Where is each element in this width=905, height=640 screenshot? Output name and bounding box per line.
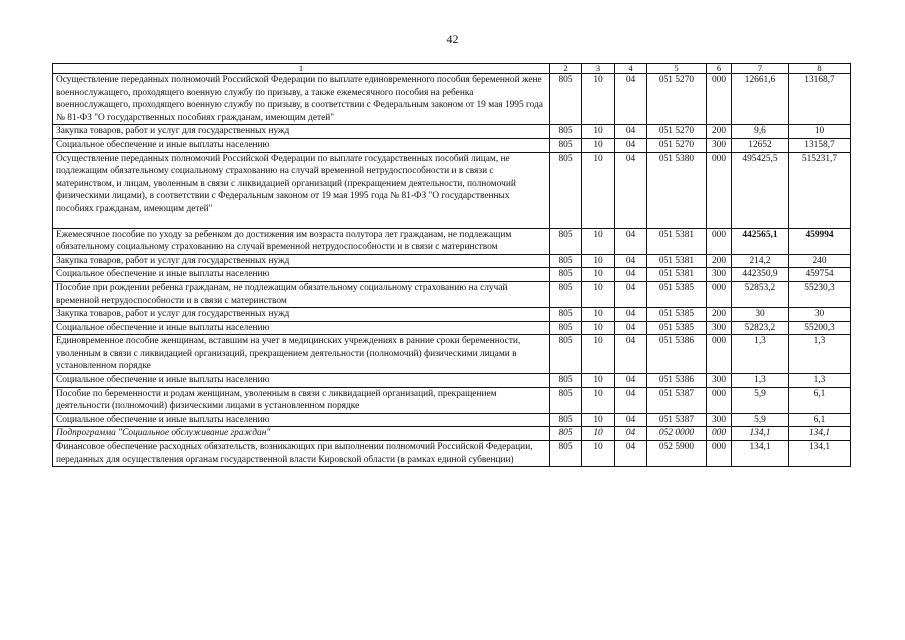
target-article-cell: 051 5386 <box>647 374 707 388</box>
amount-year-1-cell: 134,1 <box>732 441 789 467</box>
publisher-code-cell: 805 <box>550 74 582 125</box>
subsection-cell: 04 <box>615 427 647 441</box>
column-header: 3 <box>582 64 615 74</box>
expense-type-cell: 000 <box>707 441 732 467</box>
publisher-code-cell: 805 <box>550 335 582 374</box>
target-article-cell: 051 5270 <box>647 138 707 152</box>
item-name-cell: Финансовое обеспечение расходных обязательств, возникающих при выполнении полномочий Российской Федерации, переданных для осуществления органам государственной власти Кировской области (в рамках единой субвенции) <box>53 441 550 467</box>
target-article-cell: 051 5381 <box>647 228 707 254</box>
subsection-cell: 04 <box>615 308 647 322</box>
section-cell: 10 <box>582 125 615 139</box>
item-name-cell: Социальное обеспечение и иные выплаты населению <box>53 321 550 335</box>
amount-year-2-cell: 55230,3 <box>789 281 851 307</box>
table-row <box>53 335 851 374</box>
amount-year-2-cell: 1,3 <box>789 374 851 388</box>
subsection-cell: 04 <box>615 321 647 335</box>
amount-year-1-cell: 52853,2 <box>732 281 789 307</box>
amount-year-1-cell: 12661,6 <box>732 74 789 125</box>
section-cell: 10 <box>582 374 615 388</box>
amount-year-1-cell: 12652 <box>732 138 789 152</box>
section-cell: 10 <box>582 321 615 335</box>
item-name-cell: Социальное обеспечение и иные выплаты населению <box>53 268 550 282</box>
target-article-cell: 051 5385 <box>647 308 707 322</box>
column-header: 4 <box>615 64 647 74</box>
amount-year-1-cell: 214,2 <box>732 254 789 268</box>
publisher-code-cell: 805 <box>550 125 582 139</box>
subsection-cell: 04 <box>615 74 647 125</box>
expense-type-cell: 300 <box>707 138 732 152</box>
column-header: 2 <box>550 64 582 74</box>
item-name-cell: Подпрограмма "Социальное обслуживание граждан" <box>53 427 550 441</box>
item-name-cell: Социальное обеспечение и иные выплаты населению <box>53 413 550 427</box>
item-name-cell: Пособие при рождении ребенка гражданам, не подлежащим обязательному социальному страхованию на случай временной нетрудоспособности и в связи с материнством <box>53 281 550 307</box>
table-row <box>53 308 851 322</box>
expense-type-cell: 200 <box>707 254 732 268</box>
subsection-cell: 04 <box>615 152 647 228</box>
expense-type-cell: 300 <box>707 413 732 427</box>
amount-year-1-cell: 5,9 <box>732 387 789 413</box>
target-article-cell: 052 5900 <box>647 441 707 467</box>
amount-year-1-cell: 9,6 <box>732 125 789 139</box>
expense-type-cell: 000 <box>707 335 732 374</box>
publisher-code-cell: 805 <box>550 441 582 467</box>
expense-type-cell: 000 <box>707 427 732 441</box>
table-row <box>53 74 851 125</box>
subsection-cell: 04 <box>615 138 647 152</box>
target-article-cell: 051 5380 <box>647 152 707 228</box>
section-cell: 10 <box>582 413 615 427</box>
expense-type-cell: 000 <box>707 387 732 413</box>
table-row <box>53 374 851 388</box>
section-cell: 10 <box>582 281 615 307</box>
table-row <box>53 281 851 307</box>
subsection-cell: 04 <box>615 125 647 139</box>
item-name-cell: Пособие по беременности и родам женщинам, уволенным в связи с ликвидацией организаций, прекращением деятельности (полномочий) физическими лицами в установленном порядке <box>53 387 550 413</box>
table-row <box>53 427 851 441</box>
item-name-cell: Закупка товаров, работ и услуг для государственных нужд <box>53 125 550 139</box>
item-name-cell: Единовременное пособие женщинам, вставшим на учет в медицинских учреждениях в ранние сроки беременности, уволенным в связи с ликвидацией организаций, прекращением деятельности (полномочий) физическими лицами в установленном порядке <box>53 335 550 374</box>
section-cell: 10 <box>582 74 615 125</box>
target-article-cell: 051 5385 <box>647 321 707 335</box>
expense-type-cell: 200 <box>707 125 732 139</box>
subsection-cell: 04 <box>615 387 647 413</box>
subsection-cell: 04 <box>615 441 647 467</box>
target-article-cell: 051 5270 <box>647 74 707 125</box>
table-row <box>53 321 851 335</box>
publisher-code-cell: 805 <box>550 268 582 282</box>
expense-type-cell: 300 <box>707 374 732 388</box>
amount-year-1-cell: 52823,2 <box>732 321 789 335</box>
table-row <box>53 387 851 413</box>
publisher-code-cell: 805 <box>550 281 582 307</box>
amount-year-2-cell: 134,1 <box>789 427 851 441</box>
target-article-cell: 051 5386 <box>647 335 707 374</box>
item-name-cell: Ежемесячное пособие по уходу за ребенком до достижения им возраста полутора лет гражданам, не подлежащим обязательному социальному страхованию на случай временной нетрудоспособности и в связи с материнством <box>53 228 550 254</box>
item-name-cell: Социальное обеспечение и иные выплаты населению <box>53 138 550 152</box>
section-cell: 10 <box>582 254 615 268</box>
amount-year-2-cell: 6,1 <box>789 387 851 413</box>
column-header: 7 <box>732 64 789 74</box>
budget-table <box>52 63 851 467</box>
target-article-cell: 051 5385 <box>647 281 707 307</box>
amount-year-2-cell: 515231,7 <box>789 152 851 228</box>
amount-year-1-cell: 5,9 <box>732 413 789 427</box>
amount-year-2-cell: 459754 <box>789 268 851 282</box>
section-cell: 10 <box>582 228 615 254</box>
item-name-cell: Социальное обеспечение и иные выплаты населению <box>53 374 550 388</box>
publisher-code-cell: 805 <box>550 387 582 413</box>
amount-year-2-cell: 10 <box>789 125 851 139</box>
publisher-code-cell: 805 <box>550 138 582 152</box>
item-name-cell: Закупка товаров, работ и услуг для государственных нужд <box>53 308 550 322</box>
table-row <box>53 152 851 228</box>
subsection-cell: 04 <box>615 228 647 254</box>
amount-year-1-cell: 1,3 <box>732 335 789 374</box>
amount-year-2-cell: 13168,7 <box>789 74 851 125</box>
amount-year-1-cell: 1,3 <box>732 374 789 388</box>
subsection-cell: 04 <box>615 413 647 427</box>
column-header: 6 <box>707 64 732 74</box>
column-header: 5 <box>647 64 707 74</box>
target-article-cell: 051 5387 <box>647 387 707 413</box>
subsection-cell: 04 <box>615 254 647 268</box>
amount-year-2-cell: 1,3 <box>789 335 851 374</box>
expense-type-cell: 200 <box>707 308 732 322</box>
target-article-cell: 052 0000 <box>647 427 707 441</box>
section-cell: 10 <box>582 138 615 152</box>
section-cell: 10 <box>582 427 615 441</box>
section-cell: 10 <box>582 268 615 282</box>
section-cell: 10 <box>582 152 615 228</box>
target-article-cell: 051 5381 <box>647 254 707 268</box>
subsection-cell: 04 <box>615 374 647 388</box>
item-name-cell: Закупка товаров, работ и услуг для государственных нужд <box>53 254 550 268</box>
table-row <box>53 125 851 139</box>
amount-year-2-cell: 459994 <box>789 228 851 254</box>
section-cell: 10 <box>582 441 615 467</box>
table-row <box>53 413 851 427</box>
amount-year-1-cell: 442350,9 <box>732 268 789 282</box>
amount-year-2-cell: 55200,3 <box>789 321 851 335</box>
item-name-cell: Осуществление переданных полномочий Российской Федерации по выплате единовременного пособия беременной жене военнослужащего, проходящего военную службу по призыву, а также ежемесячного пособия на ребенка военнослужащего, проходящего военную службу по призыву, в соответствии с Федеральным законом от 19 мая 1995 года № 81-ФЗ "О государственных пособиях гражданам, имеющим детей" <box>53 74 550 125</box>
target-article-cell: 051 5387 <box>647 413 707 427</box>
publisher-code-cell: 805 <box>550 427 582 441</box>
subsection-cell: 04 <box>615 268 647 282</box>
publisher-code-cell: 805 <box>550 228 582 254</box>
column-header: 1 <box>53 64 550 74</box>
page-number: 42 <box>446 32 459 46</box>
amount-year-1-cell: 30 <box>732 308 789 322</box>
table-row <box>53 138 851 152</box>
table-header-row <box>53 64 851 74</box>
amount-year-1-cell: 134,1 <box>732 427 789 441</box>
expense-type-cell: 000 <box>707 281 732 307</box>
table-row <box>53 228 851 254</box>
table-row <box>53 254 851 268</box>
publisher-code-cell: 805 <box>550 152 582 228</box>
column-header: 8 <box>789 64 851 74</box>
expense-type-cell: 300 <box>707 268 732 282</box>
amount-year-2-cell: 240 <box>789 254 851 268</box>
target-article-cell: 051 5270 <box>647 125 707 139</box>
section-cell: 10 <box>582 335 615 374</box>
expense-type-cell: 300 <box>707 321 732 335</box>
section-cell: 10 <box>582 308 615 322</box>
amount-year-2-cell: 13158,7 <box>789 138 851 152</box>
publisher-code-cell: 805 <box>550 321 582 335</box>
section-cell: 10 <box>582 387 615 413</box>
publisher-code-cell: 805 <box>550 374 582 388</box>
amount-year-1-cell: 495425,5 <box>732 152 789 228</box>
publisher-code-cell: 805 <box>550 413 582 427</box>
amount-year-2-cell: 134,1 <box>789 441 851 467</box>
expense-type-cell: 000 <box>707 152 732 228</box>
amount-year-2-cell: 30 <box>789 308 851 322</box>
table-row <box>53 268 851 282</box>
expense-type-cell: 000 <box>707 228 732 254</box>
subsection-cell: 04 <box>615 281 647 307</box>
item-name-cell: Осуществление переданных полномочий Российской Федерации по выплате государственных пособий лицам, не подлежащим обязательному социальному страхованию на случай временной нетрудоспособности и в связи с материнством, и лицам, уволенным в связи с ликвидацией организаций (прекращением деятельности, полномочий физическими лицами), в соответствии с Федеральным законом от 19 мая 1995 года № 81-ФЗ "О государственных пособиях гражданам, имеющим детей" <box>53 152 550 228</box>
amount-year-2-cell: 6,1 <box>789 413 851 427</box>
table-row <box>53 441 851 467</box>
publisher-code-cell: 805 <box>550 254 582 268</box>
amount-year-1-cell: 442565,1 <box>732 228 789 254</box>
publisher-code-cell: 805 <box>550 308 582 322</box>
target-article-cell: 051 5381 <box>647 268 707 282</box>
expense-type-cell: 000 <box>707 74 732 125</box>
subsection-cell: 04 <box>615 335 647 374</box>
